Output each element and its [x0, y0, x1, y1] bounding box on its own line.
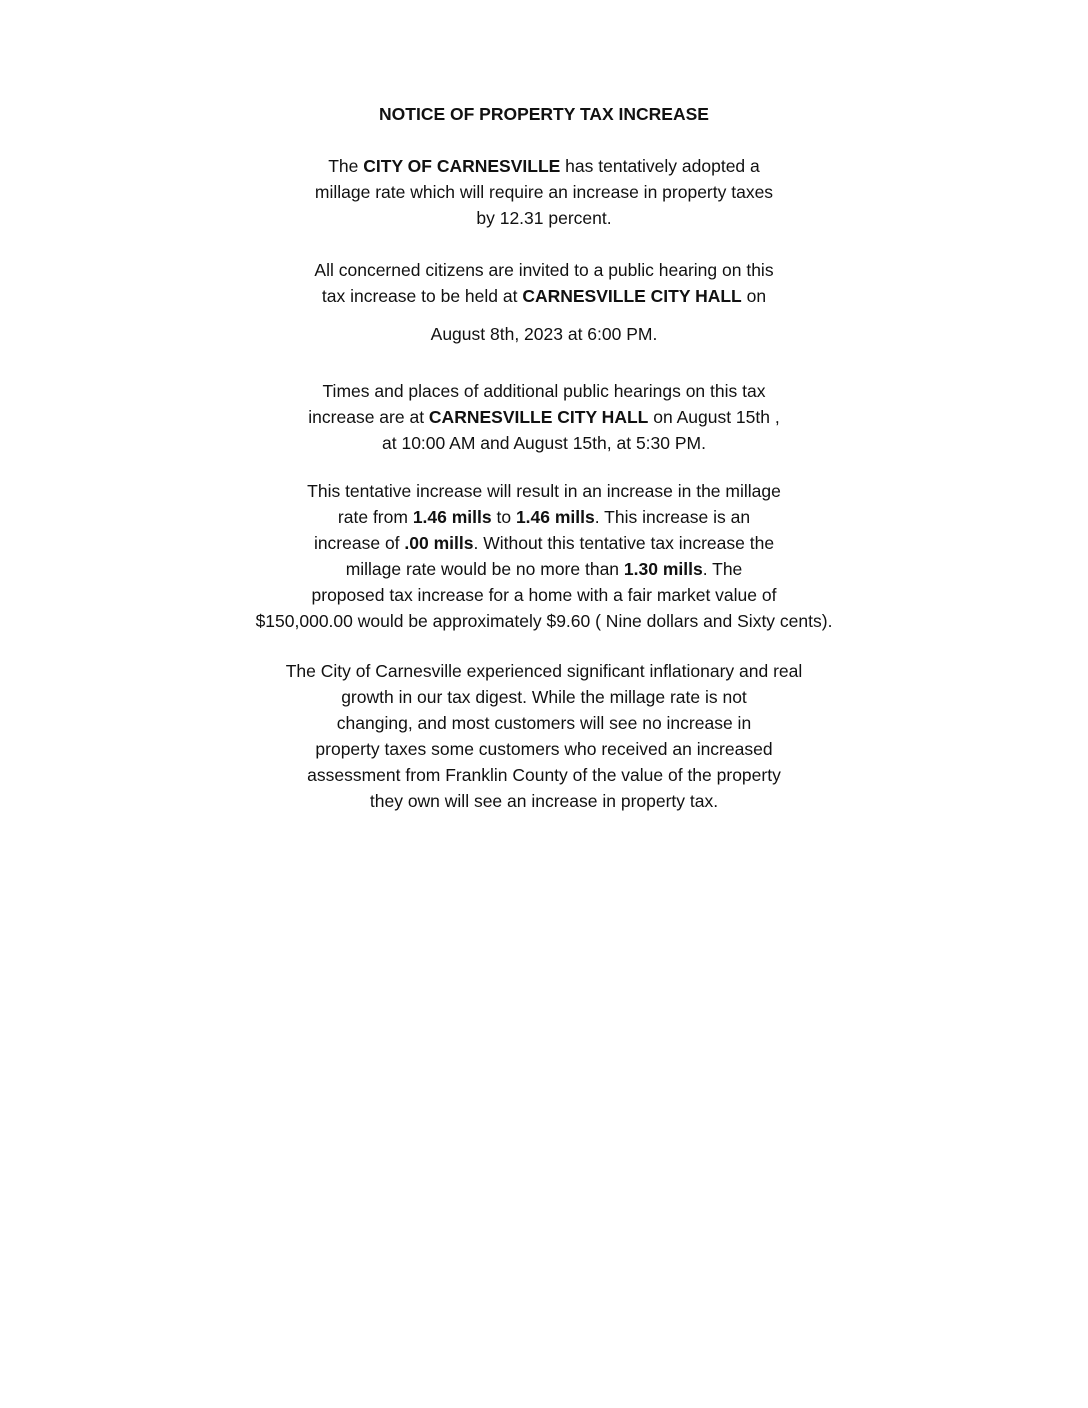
hearing-date-paragraph — [120, 321, 968, 347]
additional-hearings-line-1: Times and places of additional public hearings on this tax — [322, 381, 766, 401]
explanation-line-6: they own will see an increase in property tax. — [369, 791, 719, 811]
explanation-line-4: property taxes some customers who received an increased — [315, 739, 773, 759]
tax-notice — [120, 101, 968, 814]
explanation-paragraph — [120, 658, 968, 814]
additional-hearings-line-3: at 10:00 AM and August 15th, at 5:30 PM. — [382, 433, 706, 453]
explanation-line-5: assessment from Franklin County of the value of the property — [307, 765, 781, 785]
explanation-line-1: The City of Carnesville experienced significant inflationary and real — [285, 661, 803, 681]
explanation-line-3: changing, and most customers will see no increase in — [336, 713, 752, 733]
rollback-rate: 1.30 mills — [623, 559, 703, 579]
invitation-line-1: All concerned citizens are invited to a public hearing on this — [314, 260, 774, 280]
additional-hearings-paragraph — [120, 378, 968, 456]
hearing-location: CARNESVILLE CITY HALL — [522, 286, 742, 306]
notice-title: NOTICE OF PROPERTY TAX INCREASE — [379, 104, 709, 124]
millage-line-4: millage rate would be no more than 1.30 mills. The — [345, 559, 743, 579]
adoption-line-3: by 12.31 percent. — [476, 208, 612, 228]
millage-line-6: $150,000.00 would be approximately $9.60 ( Nine dollars and Sixty cents). — [255, 611, 833, 631]
adoption-line-2: millage rate which will require an increase in property taxes — [314, 182, 774, 202]
millage-from: 1.46 mills — [412, 507, 492, 527]
millage-line-3: increase of .00 mills. Without this tentative tax increase the — [313, 533, 775, 553]
additional-hearing-location: CARNESVILLE CITY HALL — [428, 407, 649, 427]
millage-to: 1.46 mills — [515, 507, 595, 527]
millage-line-2: rate from 1.46 mills to 1.46 mills. This increase is an — [337, 507, 751, 527]
invitation-line-2: tax increase to be held at CARNESVILLE CITY HALL on — [321, 286, 767, 306]
millage-paragraph — [120, 478, 968, 634]
adoption-paragraph — [120, 153, 968, 231]
millage-line-1: This tentative increase will result in an increase in the millage — [307, 481, 781, 501]
millage-line-5: proposed tax increase for a home with a fair market value of — [311, 585, 777, 605]
additional-hearings-line-2: increase are at CARNESVILLE CITY HALL on August 15th , — [308, 407, 780, 427]
hearing-date: August 8th, 2023 at 6:00 PM. — [430, 324, 658, 344]
city-name: CITY OF CARNESVILLE — [363, 156, 561, 176]
adoption-line-1: The CITY OF CARNESVILLE has tentatively adopted a — [328, 156, 760, 176]
millage-increase: .00 mills — [404, 533, 474, 553]
explanation-line-2: growth in our tax digest. While the millage rate is not — [341, 687, 747, 707]
invitation-paragraph — [120, 257, 968, 309]
